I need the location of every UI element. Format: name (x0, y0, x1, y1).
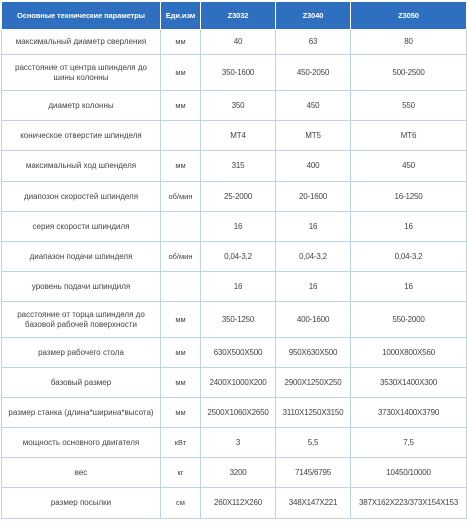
param-name: максимальный диаметр сверления (2, 30, 161, 55)
param-name: серия скорости шпиндиля (2, 212, 161, 242)
param-name: мощность основного двигателя (2, 428, 161, 458)
value-z3032: МТ4 (201, 121, 276, 151)
param-name: расстояние от центра шпинделя до шины колонны (2, 55, 161, 91)
param-name: диаметр колонны (2, 91, 161, 121)
param-unit: мм (161, 398, 201, 428)
value-z3032: 350-1250 (201, 302, 276, 338)
spec-table (1, 1, 467, 519)
value-z3040: 63 (276, 30, 351, 55)
value-z3032: 350 (201, 91, 276, 121)
value-z3032: 2500X1060X2650 (201, 398, 276, 428)
param-unit (161, 212, 201, 242)
value-z3050: 16 (351, 272, 467, 302)
param-unit (161, 272, 201, 302)
value-z3040: МТ5 (276, 121, 351, 151)
value-z3040: 950X630X500 (276, 338, 351, 368)
value-z3040: 348X147X221 (276, 488, 351, 519)
value-z3032: 315 (201, 151, 276, 182)
value-z3040: 7145/6795 (276, 458, 351, 488)
param-unit: кг (161, 458, 201, 488)
value-z3040: 0,04-3,2 (276, 242, 351, 272)
table-row (2, 55, 467, 91)
value-z3050: 10450/10000 (351, 458, 467, 488)
value-z3032: 25-2000 (201, 182, 276, 212)
param-name: размер станка (длина*ширина*высота) (2, 398, 161, 428)
table-row (2, 338, 467, 368)
value-z3050: 80 (351, 30, 467, 55)
table-row (2, 30, 467, 55)
header-z3032: Z3032 (201, 2, 276, 30)
table-row (2, 212, 467, 242)
table-row (2, 428, 467, 458)
header-z3050: Z3050 (351, 2, 467, 30)
param-unit: мм (161, 151, 201, 182)
value-z3040: 2900X1250X250 (276, 368, 351, 398)
param-name: коническое отверстие шпинделя (2, 121, 161, 151)
value-z3032: 2400X1000X200 (201, 368, 276, 398)
param-unit: мм (161, 30, 201, 55)
param-name: базовый размер (2, 368, 161, 398)
value-z3050: 0,04-3,2 (351, 242, 467, 272)
value-z3050: 16 (351, 212, 467, 242)
param-name: диапозон скоростей шпинделя (2, 182, 161, 212)
param-unit: мм (161, 338, 201, 368)
value-z3040: 400 (276, 151, 351, 182)
param-unit: мм (161, 302, 201, 338)
param-unit: об/мин (161, 242, 201, 272)
value-z3032: 3 (201, 428, 276, 458)
table-row (2, 398, 467, 428)
table-header-row (2, 2, 467, 30)
value-z3032: 350-1600 (201, 55, 276, 91)
value-z3050: 450 (351, 151, 467, 182)
value-z3050: 1000X800X560 (351, 338, 467, 368)
param-unit: кВт (161, 428, 201, 458)
value-z3040: 16 (276, 272, 351, 302)
value-z3032: 260X112X260 (201, 488, 276, 519)
param-unit: мм (161, 55, 201, 91)
value-z3050: МТ6 (351, 121, 467, 151)
value-z3050: 500-2500 (351, 55, 467, 91)
value-z3032: 40 (201, 30, 276, 55)
param-unit: мм (161, 368, 201, 398)
table-row (2, 242, 467, 272)
table-row (2, 302, 467, 338)
param-name: уровень подачи шпиндиля (2, 272, 161, 302)
table-row (2, 368, 467, 398)
value-z3040: 400-1600 (276, 302, 351, 338)
value-z3032: 630X500X500 (201, 338, 276, 368)
value-z3032: 3200 (201, 458, 276, 488)
table-row (2, 121, 467, 151)
value-z3040: 3110X1250X3150 (276, 398, 351, 428)
table-row (2, 488, 467, 519)
header-unit: Еди.изм (161, 2, 201, 30)
table-row (2, 151, 467, 182)
value-z3040: 20-1600 (276, 182, 351, 212)
table-row (2, 272, 467, 302)
value-z3050: 7,5 (351, 428, 467, 458)
value-z3032: 0,04-3,2 (201, 242, 276, 272)
table-row (2, 458, 467, 488)
table-row (2, 182, 467, 212)
param-name: диапазон подачи шпинделя (2, 242, 161, 272)
value-z3032: 16 (201, 272, 276, 302)
value-z3050: 16-1250 (351, 182, 467, 212)
param-name: максимальный ход шпенделя (2, 151, 161, 182)
param-unit: об/мин (161, 182, 201, 212)
header-z3040: Z3040 (276, 2, 351, 30)
value-z3050: 3530X1400X300 (351, 368, 467, 398)
param-unit: мм (161, 91, 201, 121)
value-z3032: 16 (201, 212, 276, 242)
param-name: вес (2, 458, 161, 488)
value-z3040: 16 (276, 212, 351, 242)
param-name: расстояние от торца шпинделя до базовой рабочей поверхности (2, 302, 161, 338)
header-parameter: Основные технические параметры (2, 2, 161, 30)
param-unit (161, 121, 201, 151)
param-name: размер посылки (2, 488, 161, 519)
spec-table-container (1, 1, 466, 519)
param-unit: см (161, 488, 201, 519)
value-z3050: 550-2000 (351, 302, 467, 338)
value-z3050: 3730X1400X3790 (351, 398, 467, 428)
value-z3040: 450 (276, 91, 351, 121)
table-row (2, 91, 467, 121)
param-name: размер рабочего стола (2, 338, 161, 368)
value-z3050: 550 (351, 91, 467, 121)
value-z3040: 5,5 (276, 428, 351, 458)
value-z3050: 387X162X223/373X154X153 (351, 488, 467, 519)
value-z3040: 450-2050 (276, 55, 351, 91)
